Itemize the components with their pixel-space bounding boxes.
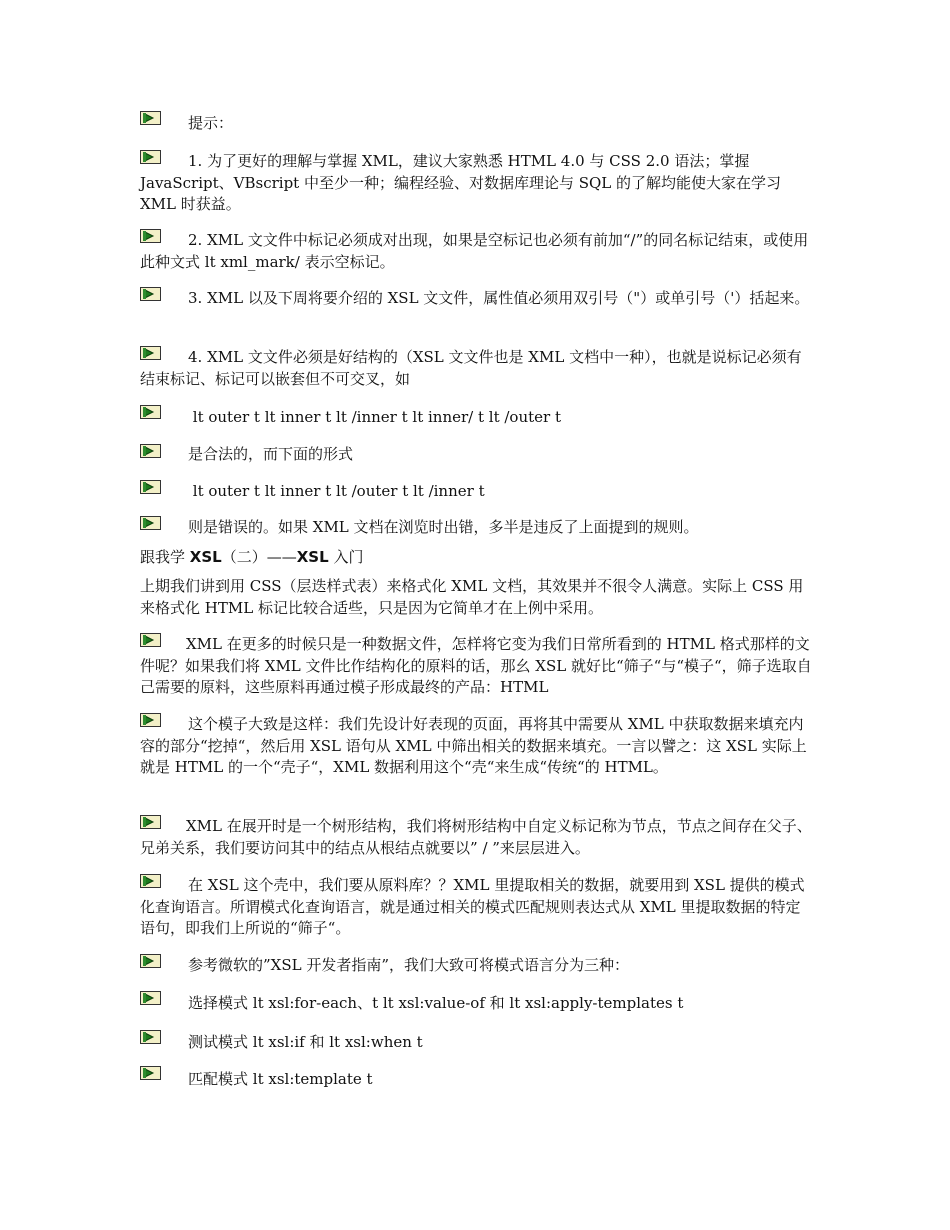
paragraph-reference: 参考微软的”XSL 开发者指南”，我们大致可将模式语言分为三种：	[188, 956, 630, 974]
list-item-match-pattern: 匹配模式 lt xsl:template t	[188, 1070, 373, 1088]
paragraph-note-1: 1. 为了更好的理解与掌握 XML，建议大家熟悉 HTML 4.0 与 CSS 2.0 语法；掌握 JavaScript、VBscript 中至少一种；编程经验、对数据库理论与 SQL 的了解均能使大家在学习 XML 时获益。	[140, 152, 782, 213]
code-example-valid: lt outer t lt inner t lt /inner t lt inner/ t lt /outer t	[188, 408, 561, 426]
paragraph-note-2: 2. XML 文文件中标记必须成对出现，如果是空标记也必须有前加“/”的同名标记结束，或使用此种文式 lt xml_mark/ 表示空标记。	[140, 231, 809, 271]
paragraph-template: 这个模子大致是这样：我们先设计好表现的页面，再将其中需要从 XML 中获取数据来填充内容的部分“挖掉“，然后用 XSL 语句从 XML 中筛出相关的数据来填充。一言以譬之：这 XSL 实际上就是 HTML 的一个“壳子“，XML 数据利用这个“壳“来生成“传统“的 HTML。	[140, 715, 807, 776]
paragraph-error: 则是错误的。如果 XML 文档在浏览时出错，多半是违反了上面提到的规则。	[188, 518, 699, 536]
intro-paragraph: 上期我们讲到用 CSS（层迭样式表）来格式化 XML 文档，其效果并不很令人满意。实际上 CSS 用来格式化 HTML 标记比较合适些，只是因为它简单才在上例中采用。	[140, 577, 804, 617]
paragraph-query: 在 XSL 这个壳中，我们要从原料库？？XML 里提取相关的数据，就要用到 XSL 提供的模式化查询语言。所谓模式化查询语言，就是通过相关的模式匹配规则表达式从 XML 里提取数据的特定语句，即我们上所说的“筛子“。	[140, 876, 805, 937]
paragraph-tip: 提示：	[188, 114, 234, 132]
list-item-test-pattern: 测试模式 lt xsl:if 和 lt xsl:when t	[188, 1033, 423, 1051]
list-item-select-pattern: 选择模式 lt xsl:for-each、t lt xsl:value-of 和 lt xsl:apply-templates t	[188, 994, 684, 1012]
code-example-invalid: lt outer t lt inner t lt /outer t lt /inner t	[188, 482, 485, 500]
paragraph-xml-data: XML 在更多的时候只是一种数据文件，怎样将它变为我们日常所看到的 HTML 格式那样的文件呢？如果我们将 XML 文件比作结构化的原料的话，那幺 XSL 就好比“筛子“与“模子“，筛子选取自己需要的原料，这些原料再通过模子形成最终的产品：HTML	[140, 635, 812, 696]
paragraph-note-4: 4. XML 文文件必须是好结构的（XSL 文文件也是 XML 文档中一种），也就是说标记必须有结束标记、标记可以嵌套但不可交叉，如	[140, 348, 802, 388]
paragraph-tree: XML 在展开时是一个树形结构，我们将树形结构中自定义标记称为节点，节点之间存在父子、兄弟关系，我们要访问其中的结点从根结点就要以” / ”来层层进入。	[140, 817, 812, 857]
paragraph-legal: 是合法的，而下面的形式	[188, 445, 354, 463]
paragraph-note-3: 3. XML 以及下周将要介绍的 XSL 文文件，属性值必须用双引号（"）或单引号（'）括起来。	[188, 289, 810, 307]
section-heading: 跟我学 XSL（二）——XSL 入门	[140, 548, 364, 566]
